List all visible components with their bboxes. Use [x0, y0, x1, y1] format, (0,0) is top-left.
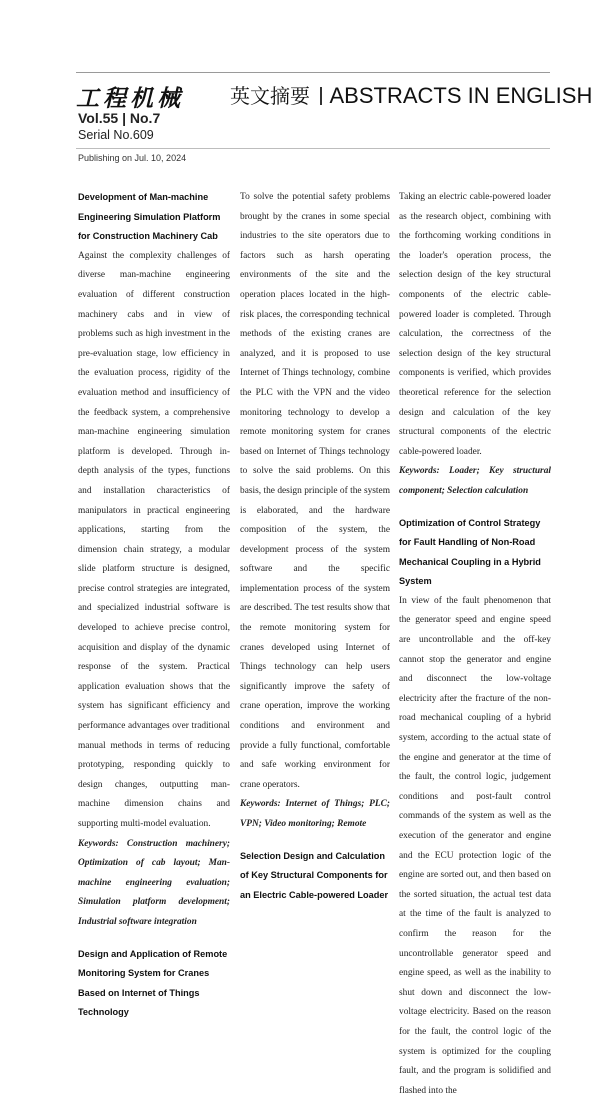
section-title-cn: 英文摘要	[230, 84, 310, 108]
article-4-abstract: In view of the fault phenomenon that the generator speed and engine speed are uncontrollable and the off-key cannot stop the generator and engine and disconnect the low-voltage electricity after the fracture of the non-road mechanical coupling of a hybrid system, according to the actual state of the engine and generator at the time of the fault, the control logic, judgement conditions and post-fault control commands of the system as well as the execution of the generator and engine and the ECU protection logic of the engine are sorted out, and then based on the sorted situation, the actual test data at the time of the fault is analyzed to confirm the reason for the uncontrollable generator speed and engine speed, as well as the inability to shut down and disconnect the low-voltage electricity. Based on the reason for the fault, the control logic of the system is optimized for the coupling fault, and the program is solidified and flashed into the	[399, 595, 551, 1096]
section-title	[230, 80, 592, 109]
section-title-en: ABSTRACTS IN ENGLISH	[329, 83, 593, 108]
article-1-keywords: Keywords: Construction machinery; Optimization of cab layout; Man-machine engineering evaluation; Simulation platform development; Industrial software integration	[78, 838, 230, 927]
masthead	[0, 0, 600, 180]
article-2-abstract: To solve the potential safety problems brought by the cranes in some special industries to the site operators due to factors such as harsh operating environments of the site and the operation places located in the high-risk places, the corresponding technical methods of the existing cranes are analyzed, and it is proposed to use Internet of Things technology, combine the PLC with the VPN and the video monitoring technology to develop a remote monitoring system for cranes based on Internet of Things technology to solve the said problems. On this basis, the design principle of the system is elaborated, and the hardware composition of the system, the development process of the system software and the specific implementation process of the system are described. The test results show that the remote monitoring system for cranes developed using Internet of Things technology can help users significantly improve the safety of crane operation, improve the working conditions and environment and provide a fully functional, comfortable and safe working environment for crane operators.	[240, 192, 390, 790]
article-3-keywords: Keywords: Loader; Key structural component; Selection calculation	[399, 466, 551, 496]
serial-number: Serial No.609	[78, 128, 154, 142]
column-1	[78, 188, 230, 1023]
column-2	[240, 188, 390, 905]
article-1-abstract: Against the complexity challenges of diverse man-machine engineering evaluation of different construction machinery cabs and in view of problems such as high investment in the pre-evaluation stage, low efficiency in the evaluation process, rigidity of the evaluation method and insufficiency of the feedback system, a comprehensive man-machine engineering simulation platform is developed. Through in-depth analysis of the types, functions and installation characteristics of manipulators in practical engineering applications, starting from the dimension chain strategy, a modular slide platform structure is designed, precise control strategies are integrated, and specialized industrial software is developed to achieve precise control, acquisition and display of the dynamic response of the system. Practical application evaluation shows that the system has significant efficiency and performance advantages over traditional manual methods in terms of reducing prototyping, responding quickly to design changes, outputting man-machine dimension chains and supporting multi-model evaluation.	[78, 250, 230, 829]
article-4-title: Optimization of Control Strategy for Fault Handling of Non-Road Mechanical Coupling in a Hybrid System	[399, 517, 541, 587]
top-rule	[76, 72, 550, 73]
column-3	[399, 188, 551, 1101]
article-3-title: Selection Design and Calculation of Key Structural Components for an Electric Cable-powered Loader	[240, 850, 389, 900]
article-1-title: Development of Man-machine Engineering Simulation Platform for Construction Machinery Cab	[78, 192, 221, 242]
publishing-date: Publishing on Jul. 10, 2024	[78, 153, 187, 163]
article-2-title: Design and Application of Remote Monitoring System for Cranes Based on Internet of Things Technology	[78, 948, 228, 1018]
volume-issue: Vol.55 | No.7	[78, 110, 161, 126]
title-divider	[320, 87, 322, 105]
header-rule	[76, 148, 550, 149]
article-3-abstract: Taking an electric cable-powered loader as the research object, combining with the forthcoming working conditions in the loader's operation process, the selection design of the key structural components of the electric cable-powered loader is completed. Through calculation, the correctness of the selection design of the key structural components is verified, which provides theoretical reference for the selection design and calculation of the key structural components of the electric cable-powered loader.	[399, 192, 551, 457]
journal-logo: 工程机械	[76, 85, 184, 112]
article-2-keywords: Keywords: Internet of Things; PLC; VPN; Video monitoring; Remote	[240, 799, 390, 829]
